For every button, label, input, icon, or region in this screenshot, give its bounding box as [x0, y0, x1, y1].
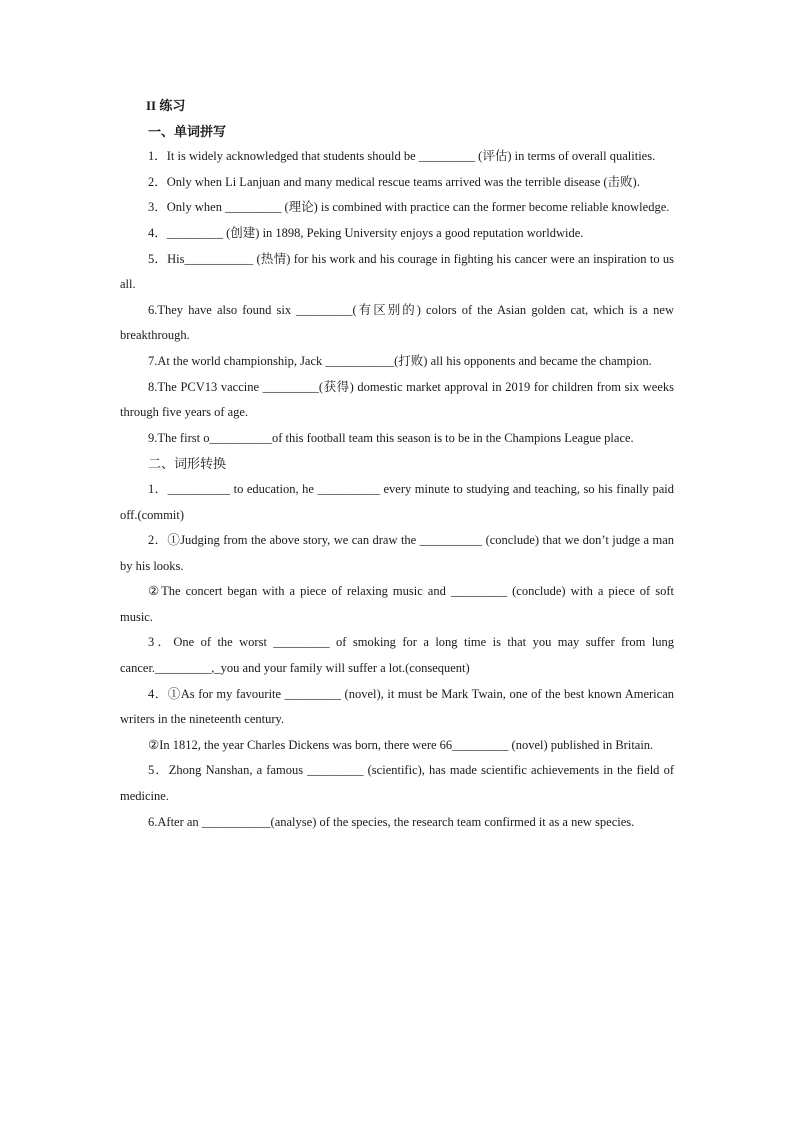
part2-title: 二、词形转换 [148, 456, 227, 472]
exercise-item: 3．Only when _________ (理论) is combined with practice can the former become reliable knowledge. [148, 200, 670, 215]
exercise-item: 2．①Judging from the above story, we can draw the __________ (conclude) that we don’t judge a man by his looks. [120, 533, 674, 573]
part1-title: 一、单词拼写 [148, 123, 227, 139]
exercise-item: 6.After an ___________(analyse) of the species, the research team confirmed it as a new species. [148, 814, 635, 829]
exercise-item: 2．Only when Li Lanjuan and many medical rescue teams arrived was the terrible disease (击败). [148, 174, 640, 189]
exercise-item: 4．①As for my favourite _________ (novel), it must be Mark Twain, one of the best known American writers in the nineteenth century. [120, 686, 674, 727]
exercise-item: 1．__________ to education, he __________ every minute to studying and teaching, so his finally paid off.(commit) [120, 481, 674, 522]
exercise-item: 3．One of the worst _________ of smoking for a long time is that you may suffer from lung cancer._________,_you and your family will suffer a lot.(consequent) [120, 635, 674, 676]
exercise-item: 7.At the world championship, Jack ___________(打败) all his opponents and became the champion. [148, 353, 652, 368]
exercise-item: 6.They have also found six _________(有区别的) colors of the Asian golden cat, which is a new breakthrough. [120, 302, 674, 343]
exercise-item: 1．It is widely acknowledged that students should be _________ (评估) in terms of overall qualities. [148, 149, 656, 164]
exercise-item: 9.The first o__________of this football team this season is to be in the Champions League place. [148, 430, 634, 445]
exercise-item: ②In 1812, the year Charles Dickens was born, there were 66_________ (novel) published in Britain. [148, 737, 654, 752]
exercise-item: 5．Zhong Nanshan, a famous _________ (scientific), has made scientific achievements in the field of medicine. [120, 763, 674, 804]
exercise-item: 5．His___________ (热情) for his work and his courage in fighting his cancer were an inspiration to us all. [120, 251, 674, 292]
exercise-item: 8.The PCV13 vaccine _________(获得) domestic market approval in 2019 for children from six weeks through five years of age. [120, 379, 674, 420]
exercise-item: 4．_________ (创建) in 1898, Peking University enjoys a good reputation worldwide. [148, 225, 584, 240]
exercise-content [120, 93, 674, 835]
exercise-item: ②The concert began with a piece of relaxing music and _________ (conclude) with a piece of soft music. [120, 584, 674, 624]
section-label: II 练习 [146, 98, 186, 113]
